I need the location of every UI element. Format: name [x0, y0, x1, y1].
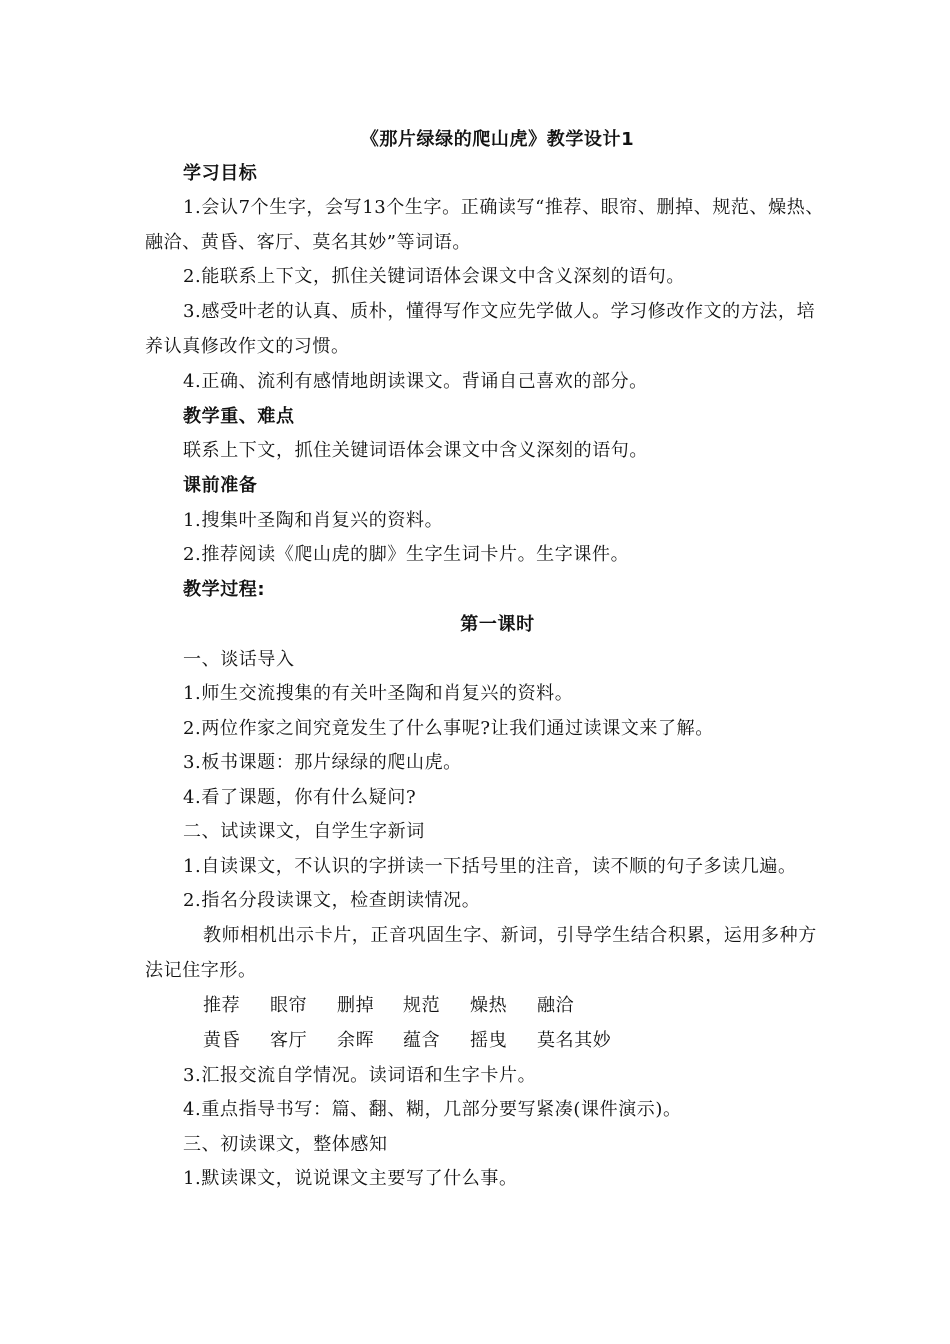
goal-1-line-1: 1.会认7个生字，会写13个生字。正确读写“推荐、眼帘、删掉、规范、燥热、: [183, 197, 824, 218]
word-card: 蕴含: [403, 1030, 441, 1051]
goal-1-line-2: 融洽、黄昏、客厅、莫名其妙”等词语。: [145, 232, 472, 253]
part-2-item-2: 2.指名分段读课文，检查朗读情况。: [183, 890, 481, 911]
word-card: 客厅: [270, 1030, 308, 1051]
process-heading: 教学过程:: [183, 579, 266, 600]
goal-3-line-1: 3.感受叶老的认真、质朴，懂得写作文应先学做人。学习修改作文的方法，培: [183, 301, 816, 322]
preparation-2: 2.推荐阅读《爬山虎的脚》生字生词卡片。生字课件。: [183, 544, 630, 565]
word-card: 删掉: [337, 995, 375, 1016]
part-1-item-3: 3.板书课题：那片绿绿的爬山虎。: [183, 752, 462, 773]
word-card: 燥热: [470, 995, 508, 1016]
word-card: 摇曳: [470, 1030, 508, 1051]
part-2-heading: 二、试读课文，自学生字新词: [183, 821, 425, 842]
part-2-paragraph-line-2: 法记住字形。: [145, 960, 257, 981]
part-3-heading: 三、初读课文，整体感知: [183, 1134, 388, 1155]
goal-3-line-2: 养认真修改作文的习惯。: [145, 336, 350, 357]
document-title: 《那片绿绿的爬山虎》教学设计1: [360, 129, 635, 150]
part-2-item-3: 3.汇报交流自学情况。读词语和生字卡片。: [183, 1065, 537, 1086]
part-2-item-4: 4.重点指导书写：篇、翻、糊，几部分要写紧凑(课件演示)。: [183, 1099, 682, 1120]
key-points-text: 联系上下文，抓住关键词语体会课文中含义深刻的语句。: [183, 440, 648, 461]
preparation-1: 1.搜集叶圣陶和肖复兴的资料。: [183, 510, 444, 531]
goal-4: 4.正确、流利有感情地朗读课文。背诵自己喜欢的部分。: [183, 371, 648, 392]
word-card: 推荐: [203, 995, 241, 1016]
lesson-1-heading: 第一课时: [460, 614, 535, 635]
part-2-paragraph-line-1: 教师相机出示卡片，正音巩固生字、新词，引导学生结合积累，运用多种方: [203, 925, 817, 946]
word-card: 眼帘: [270, 995, 308, 1016]
word-card: 莫名其妙: [537, 1030, 612, 1051]
word-card: 融洽: [537, 995, 575, 1016]
preparation-heading: 课前准备: [183, 475, 258, 496]
part-3-item-1: 1.默读课文，说说课文主要写了什么事。: [183, 1168, 518, 1189]
part-2-item-1: 1.自读课文，不认识的字拼读一下括号里的注音，读不顺的句子多读几遍。: [183, 856, 797, 877]
word-card: 余晖: [337, 1030, 375, 1051]
part-1-heading: 一、谈话导入: [183, 649, 295, 670]
word-card: 黄昏: [203, 1030, 241, 1051]
goals-heading: 学习目标: [183, 163, 258, 184]
goal-2: 2.能联系上下文，抓住关键词语体会课文中含义深刻的语句。: [183, 266, 685, 287]
part-1-item-1: 1.师生交流搜集的有关叶圣陶和肖复兴的资料。: [183, 683, 574, 704]
word-card: 规范: [403, 995, 441, 1016]
part-1-item-2: 2.两位作家之间究竟发生了什么事呢?让我们通过读课文来了解。: [183, 718, 714, 739]
key-points-heading: 教学重、难点: [183, 406, 295, 427]
part-1-item-4: 4.看了课题，你有什么疑问?: [183, 787, 417, 808]
